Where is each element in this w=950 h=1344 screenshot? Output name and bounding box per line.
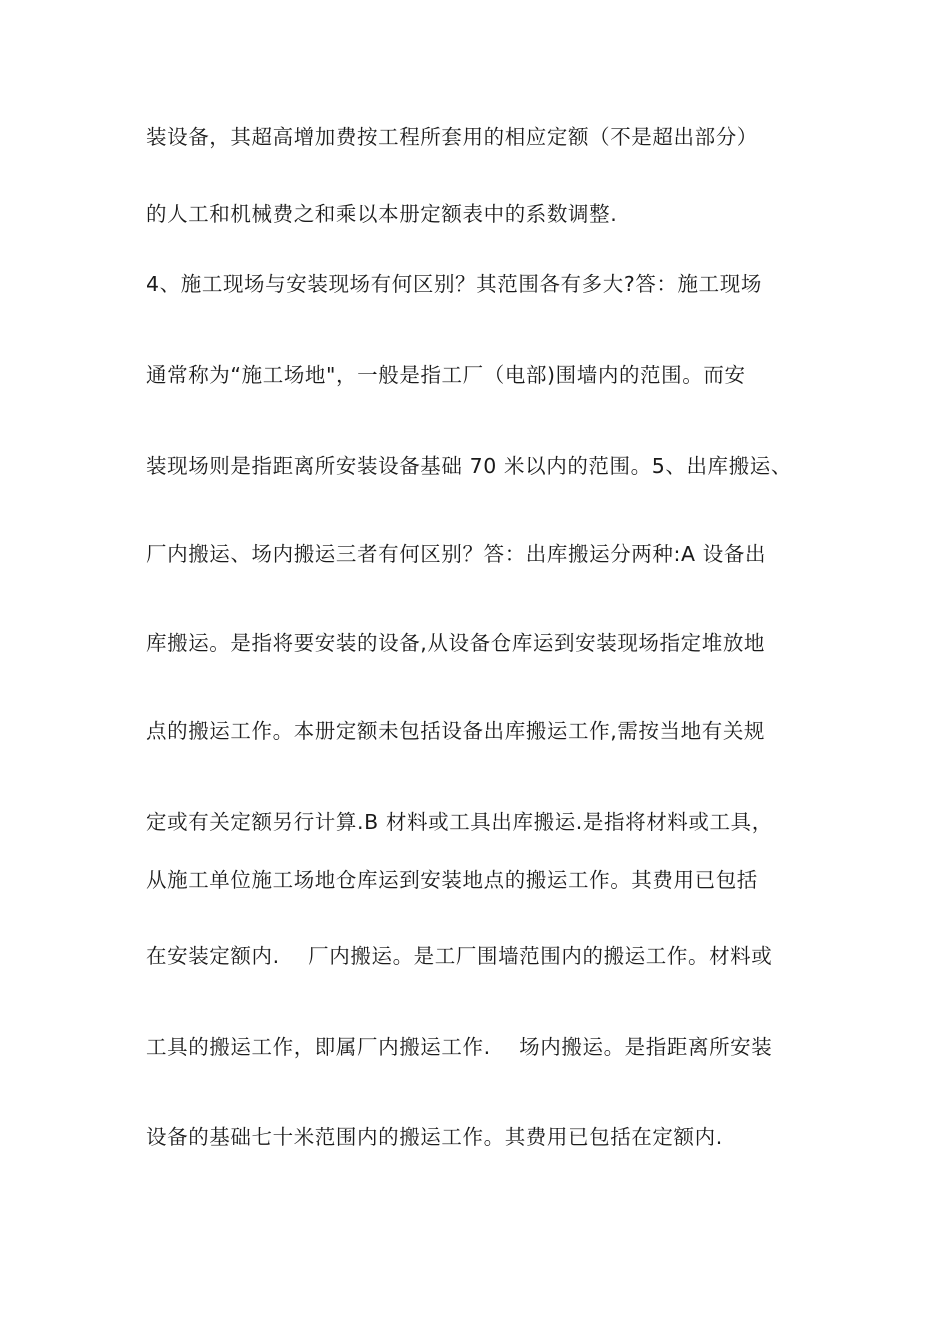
text-line-1: 装设备，其超高增加费按工程所套用的相应定额（不是超出部分） (146, 125, 758, 149)
text-line-9: 定或有关定额另行计算.B 材料或工具出库搬运.是指将材料或工具， (146, 810, 773, 834)
text-line-12: 工具的搬运工作，即属厂内搬运工作. 场内搬运。是指距离所安装 (146, 1035, 773, 1059)
text-line-7: 库搬运。是指将要安装的设备,从设备仓库运到安装现场指定堆放地 (146, 631, 766, 655)
text-line-6: 厂内搬运、场内搬运三者有何区别？答：出库搬运分两种:A 设备出 (146, 542, 767, 566)
text-line-8: 点的搬运工作。本册定额未包括设备出库搬运工作,需按当地有关规 (146, 719, 766, 743)
text-line-11: 在安装定额内. 厂内搬运。是工厂围墙范围内的搬运工作。材料或 (146, 944, 773, 968)
text-line-10: 从施工单位施工场地仓库运到安装地点的搬运工作。其费用已包括 (146, 868, 758, 892)
text-line-13: 设备的基础七十米范围内的搬运工作。其费用已包括在定额内. (146, 1125, 723, 1149)
text-line-3: 4、施工现场与安装现场有何区别？其范围各有多大?答：施工现场 (146, 272, 762, 296)
text-line-4: 通常称为“施工场地"，一般是指工厂（电部)围墙内的范围。而安 (146, 363, 746, 387)
text-line-2: 的人工和机械费之和乘以本册定额表中的系数调整. (146, 202, 618, 226)
text-line-5: 装现场则是指距离所安装设备基础 70 米以内的范围。5、出库搬运、 (146, 454, 792, 478)
